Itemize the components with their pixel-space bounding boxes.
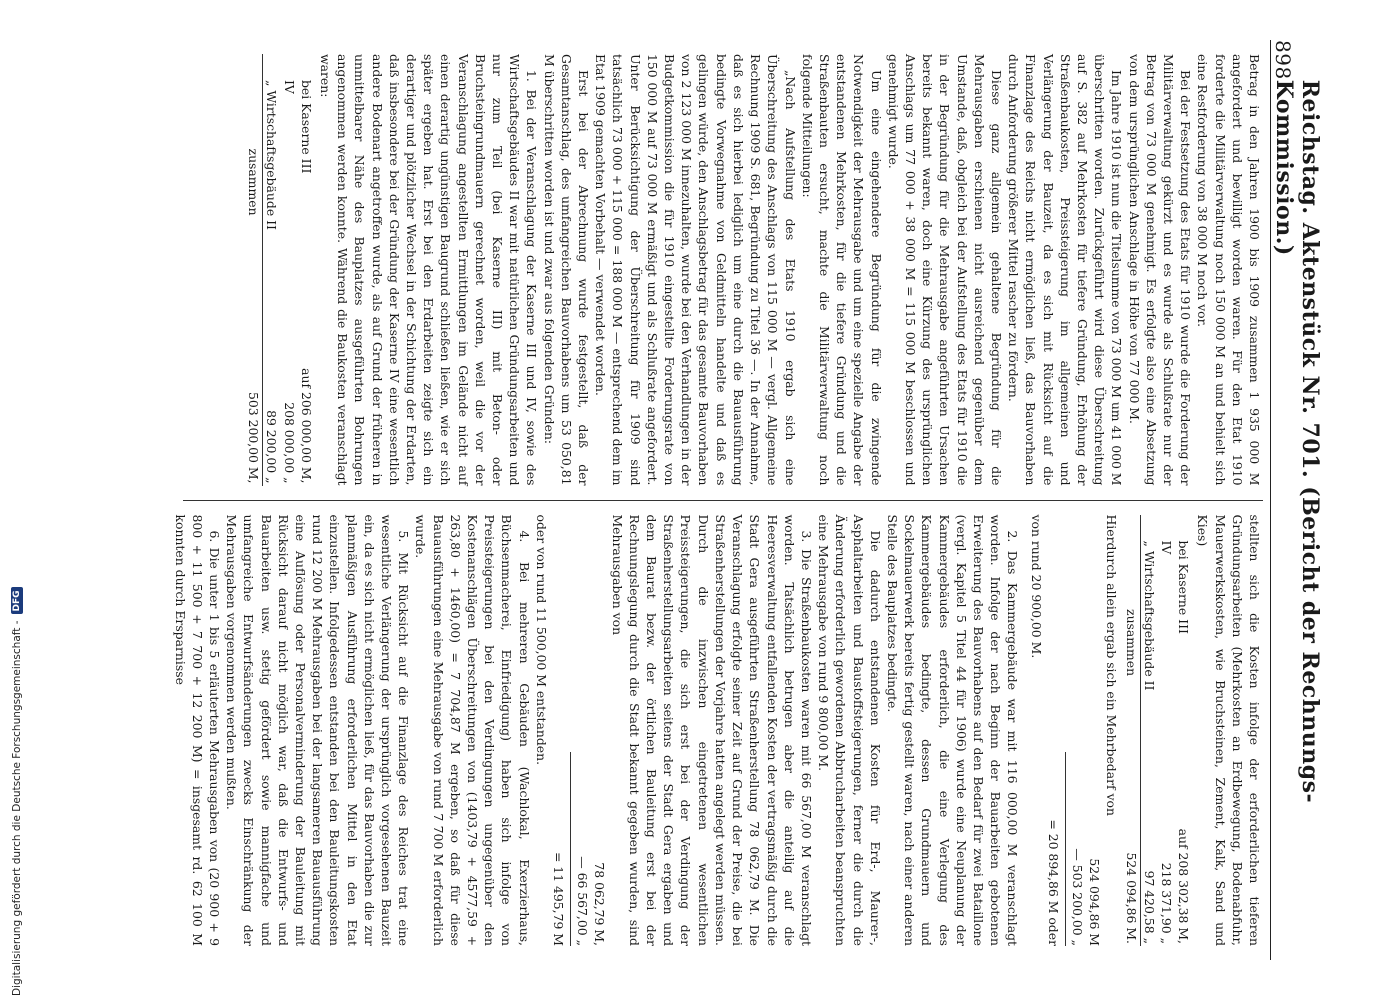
row-label: IV [1158, 540, 1174, 555]
calc-rule [1065, 752, 1066, 946]
paragraph: 2. Das Kammergebäude war mit 116 000,00 M veranschlagt worden. Infolge der nach Beginn der Bauarbeiten gebotenen Erweiterung des Bauvorhabens auf den Bedarf für zwei Bataillone (vergl. Kapitel 5 Titel 44 für 1906) wurde eine Neuplanung der Kammergebäudes erforderlich, die eine Verlegung des Kammergebäudes bedingte, dessen Grundmauern und Sockelmauerwerk bereits fertig gestellt waren, nach einer anderen Stelle des Bauplatzes bedingte. [884, 514, 1021, 946]
sum-amount: 524 094,86 M. [1122, 773, 1140, 946]
table-row [1158, 515, 1175, 947]
calc-intro: Hierdurch allein ergab sich ein Mehrbedarf von [1104, 514, 1120, 816]
row-amount: 89 200,00 „ [264, 410, 280, 484]
paragraph: Erst bei der Abrechnung wurde festgestellt, daß der Gesamtanschlag, des umfangreichen Bauvorhabens um 53 050,81 M überschritten worden ist und zwar aus folgenden Gründen: [541, 54, 592, 486]
table-sum-row [1122, 515, 1140, 947]
table-row [1140, 515, 1158, 947]
row-amount: 208 000,00 „ [281, 402, 297, 484]
running-title: Reichstag. Aktenstück Nr. 701. (Bericht der Rechnungs-Kommission.) [1271, 79, 1323, 804]
paragraph: 4. Bei mehreren Gebäuden (Wachlokal, Exerzierhaus, Büchsenmacherei, Einfriedigung) haben sich infolge von Preissteigerungen bei den Verdingungen ungegenüber den Kostenanschlägen Überschreitungen von (1403,79 + 4577,59 + 263,80 + 1460,00) = 7 704,87 M ergeben, so daß für diese Bauausführungen eine Mehrausgabe von rund 7 700 M erforderlich wurde. [413, 514, 532, 946]
paragraph: stellten sich die Kosten infolge der erforderlichen tieferen Gründungsarbeiten (Mehrkosten an Erdbewegung, Bodenabfuhr, Mauerwerkskosten, wie Bruchsteinen, Zement, Kalk, Sand und Kies) [1195, 514, 1262, 946]
paragraph: Betrag in den Jahren 1900 bis 1909 zusammen 1 935 000 M angefordert und bewilligt worden waren. Für den Etat 1910 forderte die Militärverwaltung noch 150 000 M an und behielt sich eine Restforderung von 38 000 M noch vor. [1195, 54, 1262, 486]
sum-label: zusammen [245, 54, 263, 312]
paragraph: Diese ganz allgemein gehaltene Begründung für die Mehrausgaben erschienen nicht ausreichend gegenüber dem Umstande, daß, obgleich bei der Aufstellung des Etats für 1910 die in der Begründung für die Mehrausgabe angeführten Ursachen bereits bekannt waren, doch eine Kürzung des ursprünglichen Anschlags um 77 000 + 38 000 M = 115 000 M beschlossen und genehmigt wurde. [885, 54, 1004, 486]
credit-text: Digitalisierung gefördert durch die Deutsche Forschungsgemeinschaft - [11, 620, 23, 996]
paragraph: Bei der Festsetzung des Etats für 1910 wurde die Forderung der Militärverwaltung gekürzt und es wurde als Schlußrate nur der Betrag von 73 000 M genehmigt. Es erfolgte also eine Absetzung von dem ursprünglichen Anschlage in Höhe von 77 000 M. [1126, 54, 1194, 486]
cost-table-actual [1122, 515, 1192, 947]
page-number: 898 [1271, 40, 1295, 80]
calc-end: oder von rund 11 500,00 M entstanden. [533, 514, 549, 766]
row-label: „ Wirtschaftsgebäude II [264, 80, 280, 230]
sum-label: zusammen [1122, 515, 1140, 773]
row-label: bei Kaserne III [298, 80, 314, 174]
calc-rule [570, 752, 571, 946]
digitization-credit [6, 0, 28, 1000]
table-row [263, 54, 281, 486]
calc-line: — 503 200,00 „ [1069, 848, 1085, 946]
paragraph: Um eine eingehendere Begründung für die zwingende Notwendigkeit der Mehrausgabe und um eine spezielle Angabe der entstandenen Mehrkosten, für die tiefere Gründung und die Straßenbauten ersucht, machte die Militärverwaltung noch folgende Mitteilungen: [799, 54, 884, 486]
paragraph: „Nach Aufstellung des Etats 1910 ergab sich eine Überschreitung des Anschlags von 115 000 M — vergl. Allgemeine Rechnung 1909 S. 681, Begründung zu Titel 36 —. In der Annahme, daß es sich hierbei lediglich um eine durch die Bauausführung bedingte Vorwegnahme von Geldmitteln handelte und daß es gelingen würde, den Anschlagsbetrag für das gesamte Bauvorhaben von 2 123 000 M innezuhalten, wurde bei den Verhandlungen in der Budgetkommission die für 1910 eingestellte Forderungsrate von 150 000 M auf 73 000 M ermäßigt und als Schlußrate angefordert. Unter Berücksichtigung der Überschreitung für 1909 sind tatsächlich 73 000 + 115 000 = 188 000 M — entsprechend dem im Etat 1909 gemachten Vorbehalt — verwendet worden. [593, 54, 798, 486]
calc-result: = 20 894,86 M oder [1045, 819, 1061, 946]
page-header [1270, 40, 1323, 960]
dfg-logo: DFG [11, 587, 23, 614]
table-row [298, 54, 315, 486]
row-label: „ Wirtschaftsgebäude II [1141, 540, 1157, 691]
row-amount: 97 420,58 „ [1141, 870, 1157, 944]
paragraph: 6. Die unter 1 bis 5 erläuterten Mehrausgaben von (20 900 + 9 800 + 11 500 + 7 700 + 12 200 M) = insgesamt rd. 62 100 M konnten durch Ersparnisse [172, 514, 223, 946]
paragraph: Die dadurch entstandenen Kosten für Erd-, Maurer-, Asphaltarbeiten und Baustoffsteigerungen, ferner die durch die Änderung erforderlich gewordenen Abbrucharbeiten beanspruchten eine Mehrausgabe von rund 9 800,00 M. [816, 514, 883, 946]
calc-line: — 66 567,00 „ [575, 856, 591, 946]
table-row [1175, 515, 1192, 947]
calc-line: 78 062,79 M, [592, 862, 608, 946]
row-label: bei Kaserne III [1176, 540, 1192, 634]
calc-end: von rund 20 900,00 M. [1028, 514, 1044, 659]
row-amount: auf 206 000,00 M, [298, 368, 314, 484]
row-label: IV [281, 80, 297, 94]
right-column [172, 500, 1263, 961]
cost-table-estimated [245, 54, 315, 486]
left-column [183, 40, 1263, 500]
calc-result: = 11 495,79 M [551, 851, 567, 946]
table-sum-row [245, 54, 263, 486]
paragraph: Im Jahre 1910 ist nun die Titelsumme von 73 000 M um 41 000 M überschritten worden. Zurückgeführt wird diese Überschreitung auf S. 382 auf Mehrkosten für tiefere Gründung, Erhöhung der Straßenbaukosten, Preissteigerung im allgemeinen und Verlängerung der Bauzeit, da es sich mit Rücksicht auf die Finanzlage des Reichs nicht ermöglichen ließ, das Bauvorhaben durch Anforderung größerer Mittel rascher zu fördern. [1006, 54, 1125, 486]
sum-amount: 503 200,00 M, [245, 312, 263, 485]
row-amount: 218 371,90 „ [1158, 862, 1174, 944]
rotated-page [83, 0, 1383, 1000]
paragraph: 1. Bei der Veranschlagung der Kaserne III und IV, sowie des Wirtschaftsgebäudes II war mit natürlichen Gründungsarbeiten und nur zum Teil (bei Kaserne III) mit Beton- oder Bruchsteingrundmauern gerechnet worden, weil die vor der Veranschlagung angestellten Ermittlungen im Gelände nicht auf einen derartig ungünstigen Baugrund schließen ließen, wie er sich später ergeben hat. Erst bei den Erdarbeiten zeigte sich ein derartiger und plötzlicher Wechsel in der Schichtung der Erdarten, daß insbesondere bei der Gründung der Kaserne IV eine wesentlich andere Bodenart angetroffen wurde, als auf Grund der früheren in unmittelbarer Nähe des Bauplatzes ausgeführten Bohrungen angenommen werden konnte. Während die Baukosten veranschlagt waren: [318, 54, 540, 486]
calc-line: 524 094,86 M [1087, 858, 1103, 946]
paragraph: 3. Die Straßenbaukosten waren mit 66 567,00 M veranschlagt worden. Tatsächlich betrugen aber die anteilig auf die Heeresverwaltung entfallenden Kosten der vertragsmäßig durch die Stadt Gera ausgeführten Straßenherstellung 78 062,79 M. Die Veranschlagung erfolgte seiner Zeit auf Grund der Preise, die bei Straßenherstellungen der Vorjahre hatten angelegt werden müssen. Durch die inzwischen eingetretenen wesentlichen Preissteigerungen, die sich erst bei der Verdingung der Straßenherstellungsarbeiten seitens der Stadt Gera ergaben und dem Baurat bezw. der örtlichen Bauleitung erst bei der Rechnungslegung durch die Stadt bekannt gegeben wurden, sind Mehrausgaben von [609, 514, 814, 946]
row-amount: auf 208 302,38 M, [1176, 828, 1192, 944]
text-columns [172, 40, 1263, 960]
paragraph: 5. Mit Rücksicht auf die Finanzlage des Reiches trat eine wesentliche Verlängerung der ursprünglich vorgesehenen Bauzeit ein, da es sich nicht ermöglichen ließ, für das Bauvorhaben die zur planmäßigen Ausführung erforderlichen Mittel in den Etat einzustellen. Infolgedessen entstanden bei den Bauleitungskosten rund 12 200 M Mehrausgaben bei der langsameren Bauausführung eine Auflösung oder Personalverminderung der Bauleitung mit Rücksicht darauf nicht möglich war, daß die Entwurfs- und Bauarbeiten usw. stetig gefördert sowie mannigfache und umfangreiche Entwurfsänderungen zwecks Einschränkung der Mehrausgaben vorgenommen werden mußten. [224, 514, 412, 946]
table-row [280, 54, 297, 486]
